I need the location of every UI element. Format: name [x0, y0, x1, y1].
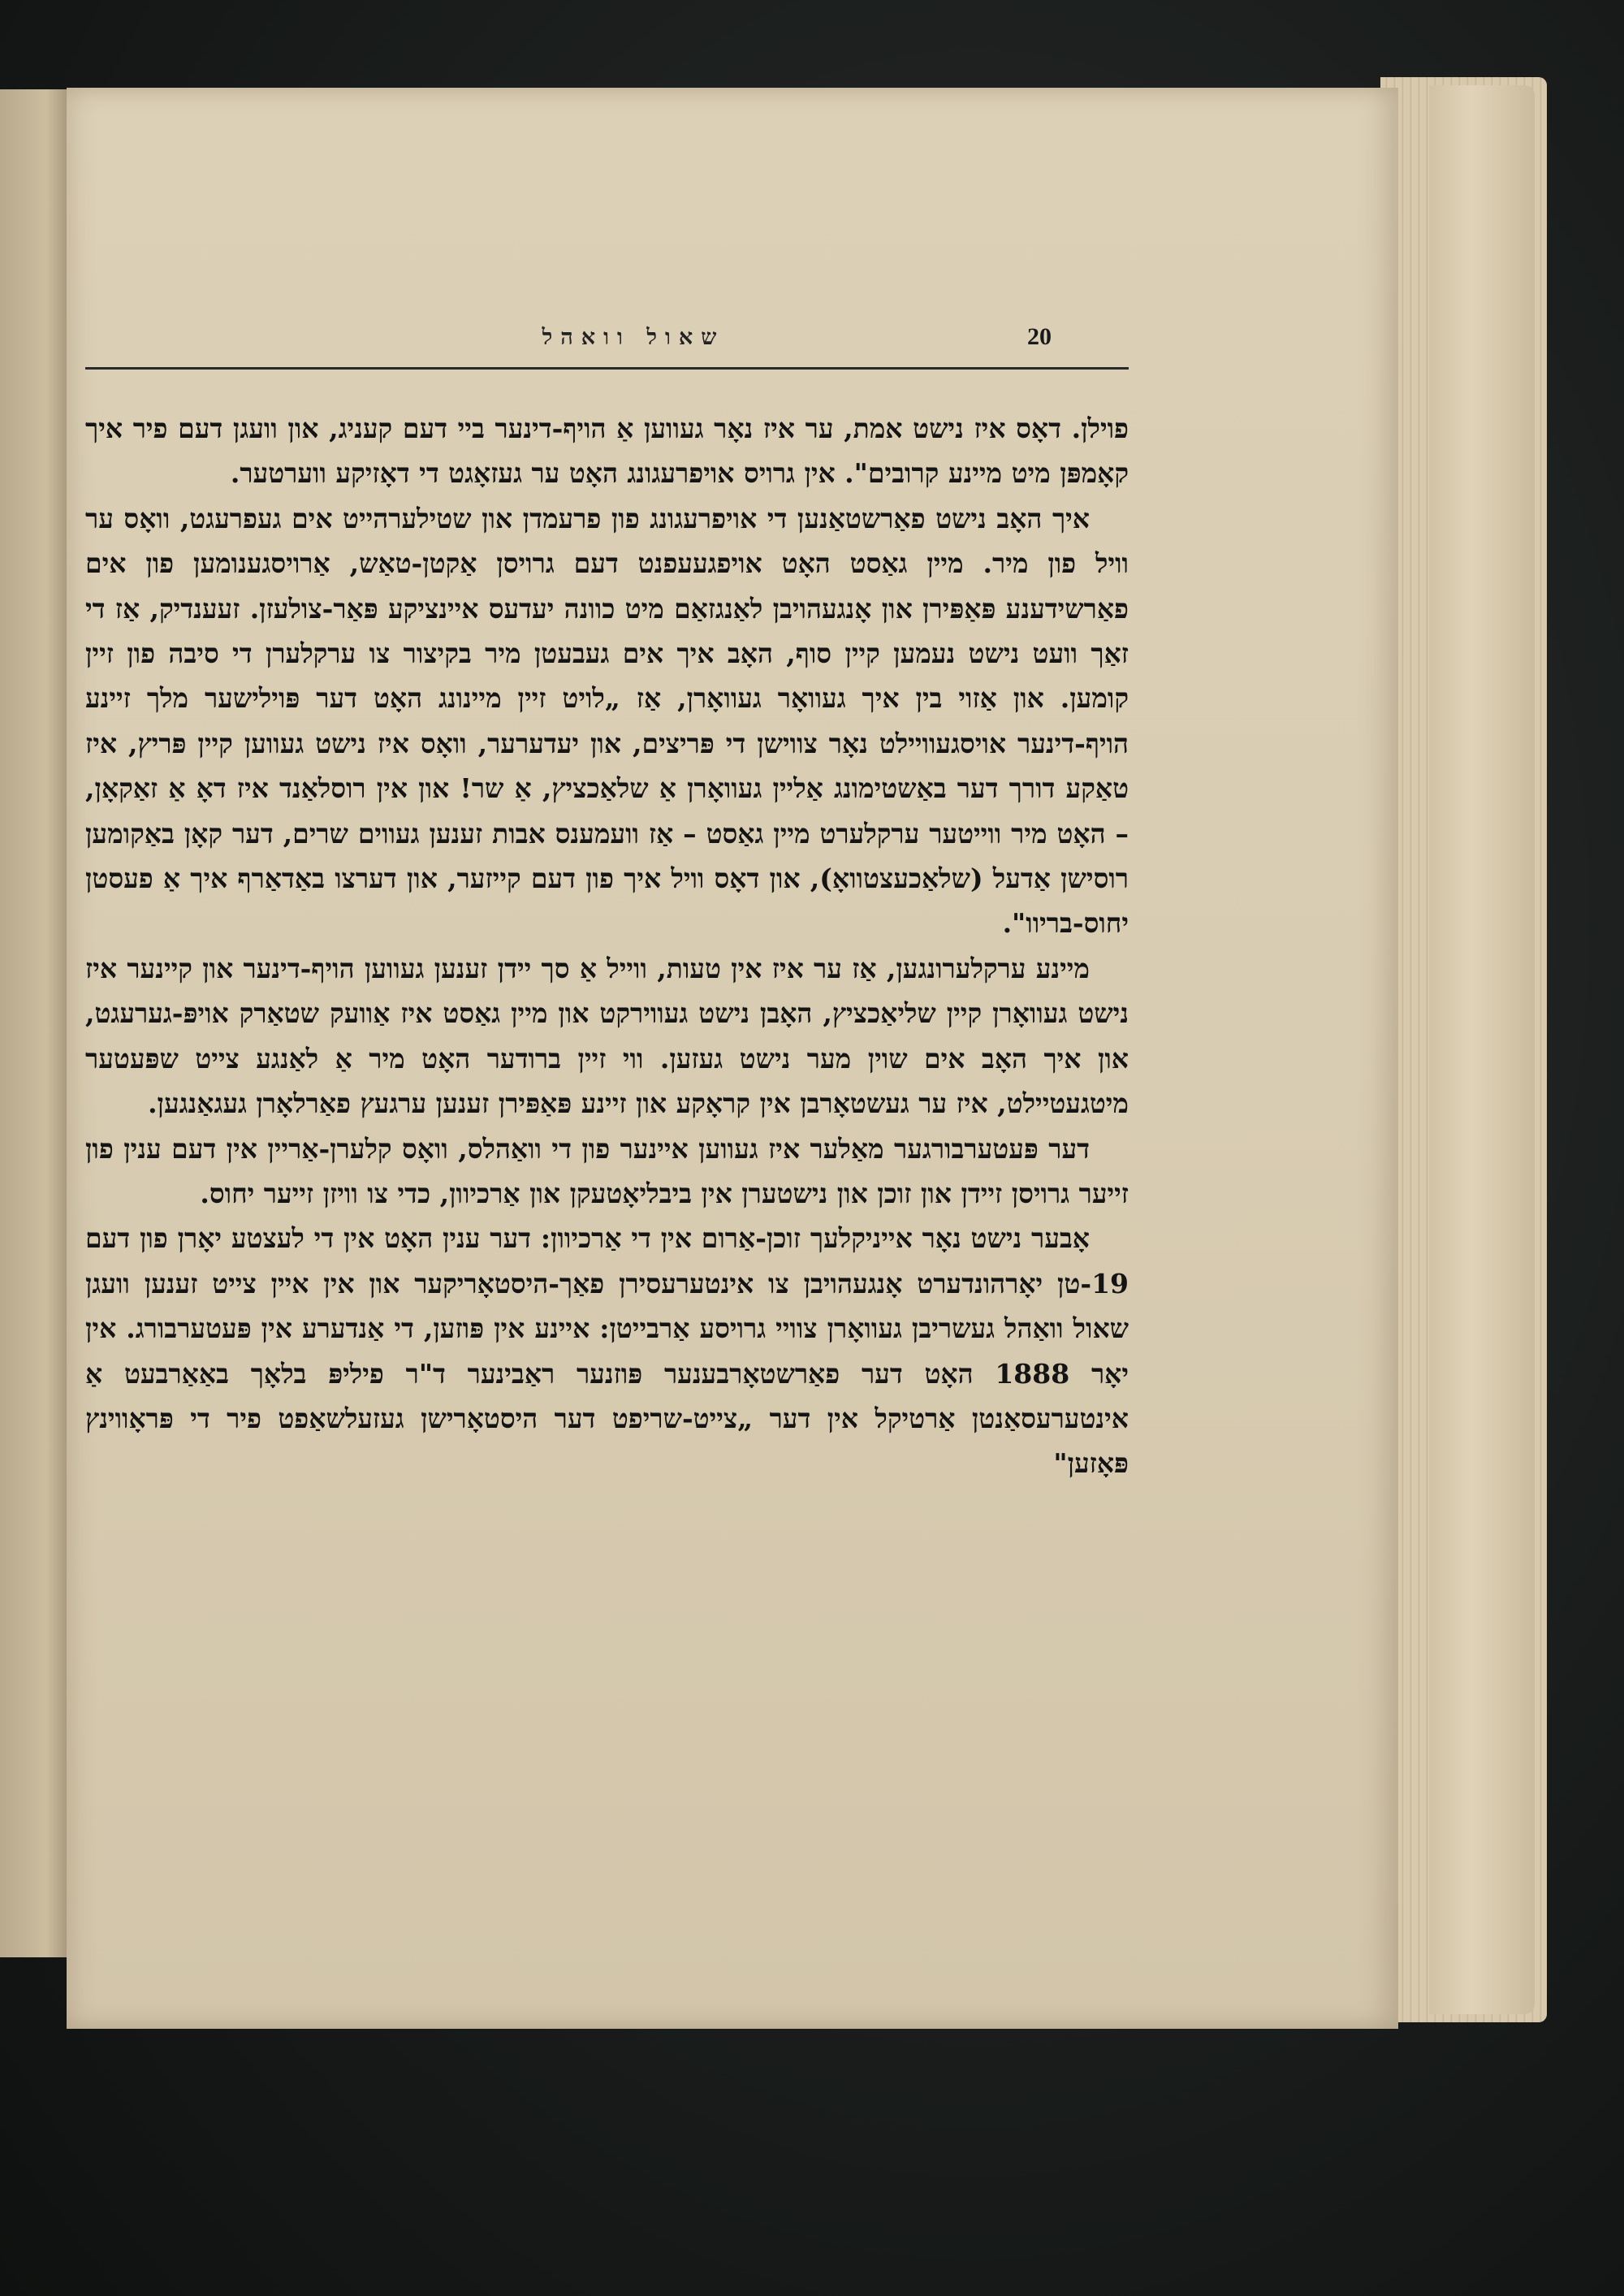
paragraph-5: אָבער נישט נאָר אייניקלעך זוכן-אַרום אין די אַרכיוון: דער ענין האָט אין די לעצטע יאָרן פון דעם 19-טן יאָרהונדערט אָנגעהויבן צו אינטערעסירן פאַך-היסטאָריקער און אין איין צייט זענען וועגן שאול וואַהל געשריבן געוואָרן צוויי גרויסע אַרבייטן: איינע אין פּוזען, די אַנדערע אין פּעטערבורג. אין יאָר 1888 האָט דער פאַרשטאָרבענער פּוזנער ראַבינער ד"ר פיליפּ בלאָך באַאַרבעט אַ אינטערעסאַנטן אַרטיקל אין דער „צייט-שריפט דער היסטאָרישן געזעלשאַפט פיר די פּראָווינץ פּאָזען" [85, 1222, 1129, 1480]
paragraph-1: פוילן. דאָס איז נישט אמת, ער איז נאָר געווען אַ הויף-דינער ביי דעם קעניג, און וועגן דעם פיר איך קאָמפּן מיט מיינע קרובים". אין גרויס אויפרעגונג האָט ער געזאָגט די דאָזיקע ווערטער. [85, 413, 1129, 490]
left-facing-page-edge [0, 89, 67, 1957]
running-head: שאול וואהל [542, 325, 725, 350]
page-number: 20 [1027, 323, 1052, 350]
header-rule [85, 367, 1129, 370]
body-text [85, 406, 1129, 1486]
paragraph-2: איך האָב נישט פאַרשטאַנען די אויפרעגונג פון פרעמדן און שטילערהייט אים געפרעגט, וואָס ער וויל פון מיר. מיין גאַסט האָט אויפגעעפנט דעם גרויסן אַקטן-טאַש, אַרויסגענומען פון אים פאַרשידענע פּאַפּירן און אָנגעהויבן לאַנגזאַם מיט כוונה יעדעס איינציקע פּאַר-צולעזן. זעענדיק, אַז די זאַך וועט נישט נעמען קיין סוף, האָב איך אים געבעטן מיר בקיצור צו ערקלערן די סיבה פון זיין קומען. און אַזוי בין איך געוואָר געוואָרן, אַז „לויט זיין מיינונג האָט דער פּוילישער מלך זיינע הויף-דינער אויסגעוויילט נאָר צווישן די פּריצים, און יעדערער, וואָס איז נישט געווען קיין פּריץ, איז טאַקע דורך דער באַשטימונג אַליין געוואָרן אַ שלאַכציץ, אַ שר! און אין רוסלאַנד איז דאָ אַ זאַקאָן, – האָט מיר ווייטער ערקלערט מיין גאַסט – אַז וועמענס אבות זענען געווים שרים, דער קאָן באַקומען רוסישן אַדעל (שלאַכעצטוואָ), און דאָס וויל איך פון דעם קייזער, און דערצו באַדאַרף איך אַ פעסטן יחוס-בריוו". [85, 502, 1129, 940]
paragraph-3: מיינע ערקלערונגען, אַז ער איז אין טעות, ווייל אַ סך יידן זענען געווען הויף-דינער און קיינער איז נישט געוואָרן קיין שליאַכציץ, האָבן נישט געווירקט און מיין גאַסט איז אַוועק שטאַרק אויפּ-גערעגט, און איך האָב אים שוין מער נישט געזען. ווי זיין ברודער האָט מיר אַ לאַנגע צייט שפּעטער מיטגעטיילט, איז ער געשטאָרבן אין קראָקע און זיינע פּאַפּירן זענען ערגעץ פאַרלאָרן געגאַנגען. [85, 952, 1129, 1120]
page-stack-edges-inner [1429, 85, 1535, 2014]
paragraph-4: דער פּעטערבורגער מאַלער איז געווען איינער פון די וואַהלס, וואָס קלערן-אַריין אין דעם ענין פון זייער גרויסן זיידן און זוכן און נישטערן אין ביבליאָטעקן און אַרכיוון, כדי צו וויזן זייער יחוס. [85, 1132, 1129, 1209]
